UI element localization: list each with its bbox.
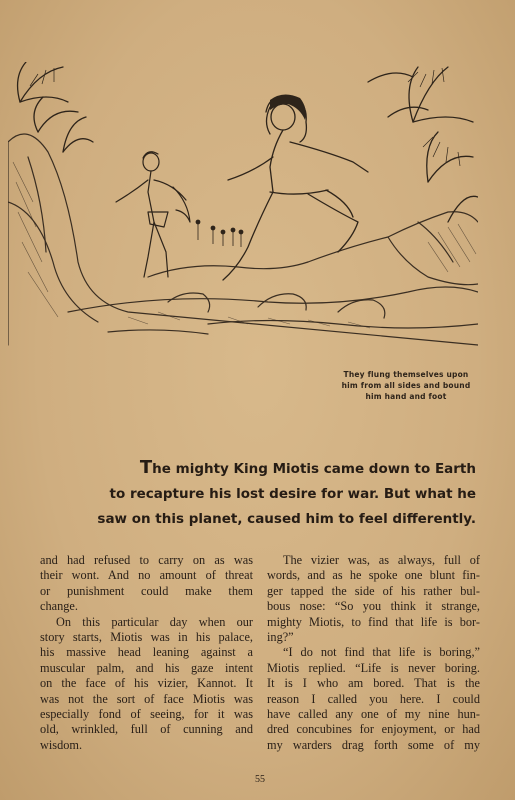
text-line: old, wrinkled, full of cunning and [40, 722, 253, 737]
text-line: mighty Miotis, to find that life is bor- [267, 614, 480, 629]
deck-line: to recapture his lost desire for war. But what he [109, 486, 476, 502]
text-line: or punishment could make them [40, 583, 253, 598]
caption-line: him from all sides and bound [341, 381, 471, 390]
text-line: On this particular day when our [56, 614, 253, 629]
text-line: “I do not find that life is boring,” [283, 645, 480, 660]
text-line: especially fond of seeing, for it was [40, 707, 253, 722]
text-line: change. [40, 599, 78, 614]
story-deck-headline [30, 455, 476, 532]
text-line: was not the sort of face Miotis was [40, 691, 253, 706]
text-line: ger tapped the side of his rather bul- [267, 583, 480, 598]
text-line: wisdom. [40, 737, 83, 752]
text-line: It is I who am bored. That is the [267, 676, 480, 691]
text-line: and had refused to carry on as was [40, 553, 253, 567]
text-line: on the face of his vizier, Kannot. It [40, 676, 253, 691]
deck-line: saw on this planet, caused him to feel differently. [97, 511, 476, 527]
text-column-right [267, 553, 480, 753]
text-line: his massive head leaning against a [40, 645, 253, 660]
text-line: story starts, Miotis was in his palace, [40, 630, 253, 645]
text-line: have called any one of my nine hun- [267, 707, 480, 722]
page-number: 55 [255, 774, 265, 785]
text-line: my warders drag forth some of my [267, 737, 480, 752]
text-line: muscular palm, and his gaze intent [40, 660, 253, 675]
text-line: ing?” [267, 630, 294, 645]
illustration [8, 62, 478, 347]
text-line: Miotis replied. “Life is never boring. [267, 660, 480, 675]
text-line: their wont. And no amount of threat [40, 568, 253, 583]
text-line: The vizier was, as always, full of [283, 553, 480, 567]
deck-line [30, 455, 476, 482]
text-line: reason I called you here. I could [267, 691, 480, 706]
text-line: dred concubines for enjoyment, or had [267, 722, 480, 737]
text-line: words, and as he spoke one blunt fin- [267, 568, 480, 583]
caption-line: They flung themselves upon [343, 370, 469, 379]
illustration-caption [338, 369, 474, 402]
deck-line-text: he mighty King Miotis came down to Earth [152, 461, 476, 477]
text-column-left [40, 553, 253, 753]
deck-initial-letter: T [139, 457, 153, 478]
text-line: bous nose: “So you think it strange, [267, 599, 480, 614]
caption-line: him hand and foot [365, 392, 447, 401]
